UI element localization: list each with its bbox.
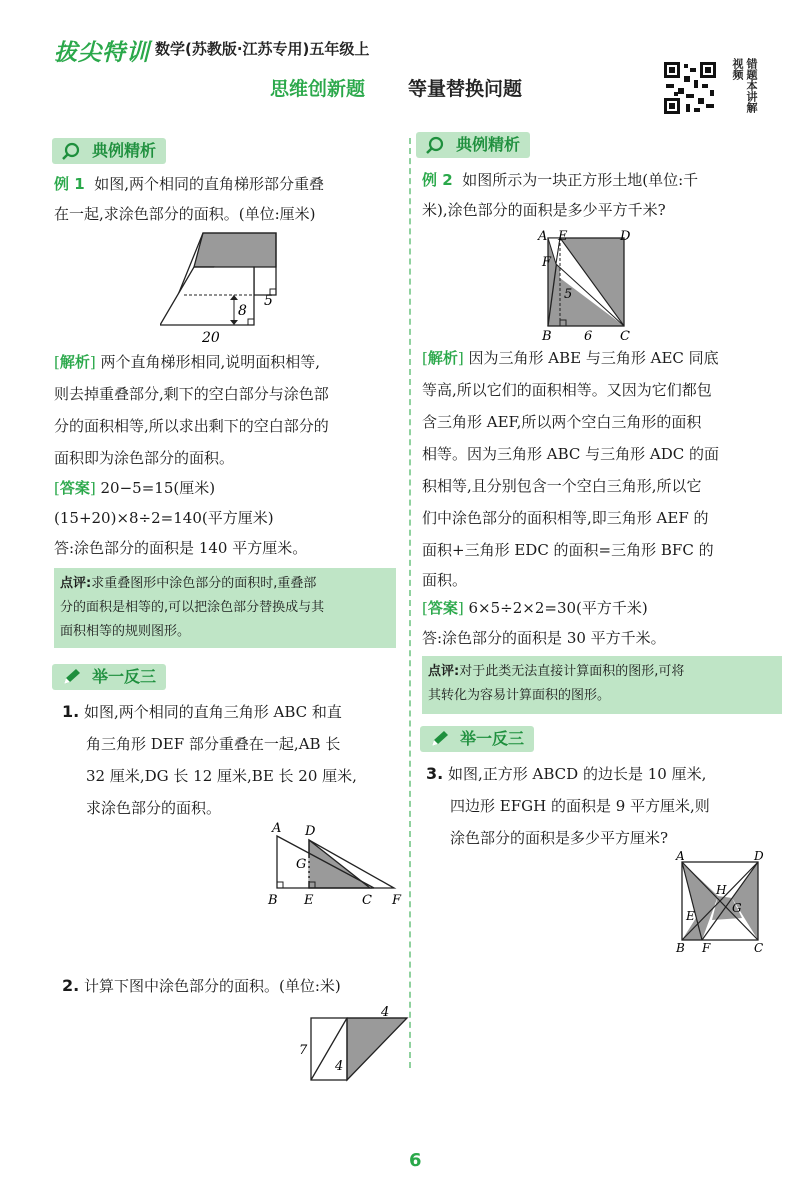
- figure-trapezoids: [160, 230, 300, 345]
- ex2-text1: 如图所示为一块正方形土地(单位:千: [462, 171, 699, 189]
- q2-number: 2.: [62, 976, 80, 995]
- analysis2-line1: [解析] 因为三角形 ABE 与三角形 AEC 同底: [422, 349, 719, 367]
- note1-line2: 分的面积是相等的,可以把涂色部分替换成与其: [60, 600, 325, 615]
- q3-pt-C: C: [754, 941, 764, 955]
- fig2-pt-A: A: [538, 229, 548, 244]
- qr-label: 错题本讲解视频: [731, 58, 758, 113]
- answer1-line3: 答:涂色部分的面积是 140 平方厘米。: [54, 539, 308, 557]
- fig2-pt-E: E: [558, 229, 568, 244]
- analysis2-line7: 面积+三角形 EDC 的面积=三角形 BFC 的: [422, 541, 714, 559]
- q3-pt-E: E: [686, 909, 695, 923]
- fig1-label-5: 5: [264, 293, 273, 309]
- analysis2-line6: 们中涂色部分的面积相等,即三角形 AEF 的: [422, 509, 709, 527]
- q1-pt-B: B: [268, 893, 278, 908]
- q3-pt-D: D: [754, 849, 764, 863]
- note1-box: [54, 568, 396, 648]
- ex2-line2: 米),涂色部分的面积是多少平方千米?: [422, 201, 666, 219]
- q3-line3: 涂色部分的面积是多少平方厘米?: [450, 829, 669, 847]
- fig2-label-5: 5: [564, 287, 573, 302]
- q1-pt-A: A: [272, 821, 282, 836]
- page-number: 6: [409, 1150, 422, 1171]
- analysis1-line4: 面积即为涂色部分的面积。: [54, 449, 235, 467]
- answer1-line1: [答案] 20−5=15(厘米): [54, 479, 216, 497]
- figure-q1-triangles: [262, 818, 410, 910]
- analysis1-label: 解析: [59, 353, 90, 371]
- ex2-line1: [422, 164, 698, 196]
- column-divider: [409, 138, 411, 1068]
- qr-code-icon[interactable]: [662, 60, 718, 116]
- q2-line1: [62, 970, 341, 1002]
- section-practice-left: [52, 664, 166, 690]
- fig1-label-8: 8: [238, 303, 247, 319]
- search-icon: [60, 141, 84, 161]
- q1-line1: [62, 696, 342, 728]
- note2-label: 点评:: [428, 664, 460, 679]
- q2-shaded: [347, 1018, 407, 1080]
- section-practice-left-label: 举一反三: [92, 667, 157, 686]
- answer2-line2: 答:涂色部分的面积是 30 平方千米。: [422, 629, 666, 647]
- analysis2-label: 解析: [427, 349, 458, 367]
- answer1-text1: 20−5=15(厘米): [100, 479, 216, 497]
- ex1-label: 例 1: [54, 175, 85, 193]
- answer2-line1: [答案] 6×5÷2×2=30(平方千米): [422, 599, 648, 617]
- ex1-line2: 在一起,求涂色部分的面积。(单位:厘米): [54, 205, 316, 223]
- analysis2-line4: 相等。因为三角形 ABC 与三角形 ADC 的面: [422, 445, 720, 463]
- q3-pt-G: G: [732, 901, 742, 915]
- q1-pt-E: E: [304, 893, 314, 908]
- section-example-left: [52, 138, 166, 164]
- fig2-pt-D: D: [620, 229, 631, 244]
- note2-line2: 其转化为容易计算面积的图形。: [428, 688, 611, 703]
- q1-number: 1.: [62, 702, 80, 721]
- note1-label: 点评:: [60, 576, 92, 591]
- note1-line3: 面积相等的规则图形。: [60, 624, 191, 639]
- analysis1-line3: 分的面积相等,所以求出剩下的空白部分的: [54, 417, 329, 435]
- q1-pt-C: C: [362, 893, 372, 908]
- q2-label-4-top: 4: [381, 1005, 390, 1020]
- fig2-pt-C: C: [620, 329, 630, 344]
- q3-line2: 四边形 EFGH 的面积是 9 平方厘米,则: [450, 797, 710, 815]
- q2-text1: 计算下图中涂色部分的面积。(单位:米): [84, 977, 341, 995]
- fig1-label-20: 20: [202, 330, 220, 345]
- answer2-text1: 6×5÷2×2=30(平方千米): [468, 599, 648, 617]
- q1-text1: 如图,两个相同的直角三角形 ABC 和直: [84, 703, 342, 721]
- ex2-label: 例 2: [422, 171, 453, 189]
- ex1-line1: [54, 168, 324, 200]
- analysis2-line5: 积相等,且分别包含一个空白三角形,所以它: [422, 477, 702, 495]
- q2-label-4-mid: 4: [335, 1059, 344, 1074]
- brand-logo: 拔尖特训: [54, 40, 150, 66]
- q3-pt-H: H: [716, 883, 727, 897]
- q1-line2: 角三角形 DEF 部分重叠在一起,AB 长: [86, 735, 341, 753]
- q3-pt-F: F: [702, 941, 711, 955]
- analysis2-line2: 等高,所以它们的面积相等。又因为它们都包: [422, 381, 712, 399]
- section-practice-right: [420, 726, 534, 752]
- section-example-right-label: 典例精析: [456, 135, 521, 154]
- note1-text1: 求重叠图形中涂色部分的面积时,重叠部: [91, 576, 317, 591]
- answer1-label: 答案: [59, 479, 90, 497]
- note2-line1: [428, 660, 776, 684]
- pencil-icon-right: [428, 729, 452, 749]
- note2-box: [422, 656, 782, 714]
- answer1-line2: (15+20)×8÷2=140(平方厘米): [54, 509, 274, 527]
- q1-pt-D: D: [305, 824, 316, 839]
- section-example-right: [416, 132, 530, 158]
- analysis1-text1: 两个直角梯形相同,说明面积相等,: [100, 353, 321, 371]
- analysis2-text1: 因为三角形 ABE 与三角形 AEC 同底: [468, 349, 719, 367]
- fig2-label-6: 6: [584, 329, 593, 344]
- ex1-text1: 如图,两个相同的直角梯形部分重叠: [94, 175, 324, 193]
- q3-text1: 如图,正方形 ABCD 的边长是 10 厘米,: [448, 765, 707, 783]
- figure-q2: [295, 1004, 415, 1088]
- fig2-pt-F: F: [542, 255, 552, 270]
- fig2-pt-B: B: [542, 329, 552, 344]
- q1-line3: 32 厘米,DG 长 12 厘米,BE 长 20 厘米,: [86, 767, 357, 785]
- note1-line1: [60, 572, 390, 596]
- page-subtitle: 等量替换问题: [408, 78, 523, 100]
- q1-line4: 求涂色部分的面积。: [86, 799, 222, 817]
- q1-pt-G: G: [296, 857, 307, 872]
- book-title: 数学(苏教版·江苏专用)五年级上: [155, 40, 370, 58]
- figure-square-land: [534, 228, 638, 344]
- section-example-left-label: 典例精析: [92, 141, 157, 160]
- analysis2-line3: 含三角形 AEF,所以两个空白三角形的面积: [422, 413, 702, 431]
- analysis1-line2: 则去掉重叠部分,剩下的空白部分与涂色部: [54, 385, 329, 403]
- q3-line1: [426, 758, 706, 790]
- q2-label-7: 7: [299, 1043, 308, 1058]
- search-icon-right: [424, 135, 448, 155]
- q1-pt-F: F: [392, 893, 402, 908]
- page-title: 思维创新题: [270, 78, 366, 100]
- note2-text1: 对于此类无法直接计算面积的图形,可将: [459, 664, 685, 679]
- q3-pt-A: A: [676, 849, 685, 863]
- analysis2-line8: 面积。: [422, 571, 468, 589]
- section-practice-right-label: 举一反三: [460, 729, 525, 748]
- pencil-icon: [60, 667, 84, 687]
- answer2-label: 答案: [427, 599, 458, 617]
- analysis1-line1: [解析] 两个直角梯形相同,说明面积相等,: [54, 353, 321, 371]
- q3-pt-B: B: [676, 941, 685, 955]
- figure-q3-square: [672, 848, 772, 956]
- q3-number: 3.: [426, 764, 444, 783]
